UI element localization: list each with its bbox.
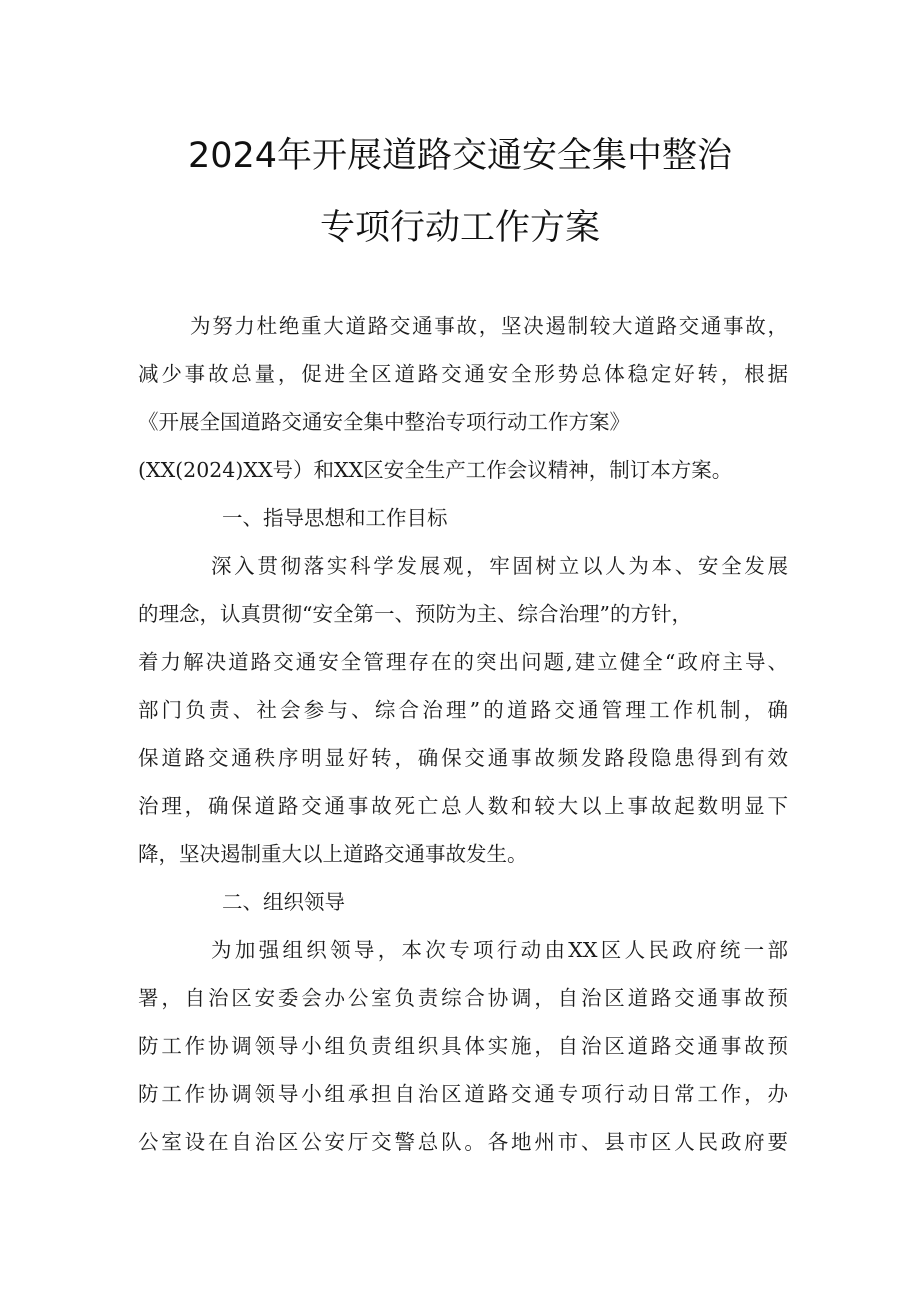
paragraph-3-line-4: 防工作协调领导小组承担自治区道路交通专项行动日常工作，办 — [138, 1082, 788, 1106]
paragraph-1-line-3: 《开展全国道路交通安全集中整治专项行动工作方案》 — [138, 410, 630, 434]
paragraph-3-line-2: 署，自治区安委会办公室负责综合协调，自治区道路交通事故预 — [138, 986, 788, 1010]
paragraph-3-line-5: 公室设在自治区公安厅交警总队。各地州市、县市区人民政府要 — [138, 1130, 788, 1154]
document-title-line-2: 专项行动工作方案 — [319, 208, 600, 248]
paragraph-1-line-1: 为努力杜绝重大道路交通事故，坚决遏制较大道路交通事故， — [190, 314, 788, 338]
document-title-line-1: 2024年开展道路交通安全集中整治 — [187, 136, 733, 176]
paragraph-3-line-3: 防工作协调领导小组负责组织具体实施，自治区道路交通事故预 — [138, 1034, 788, 1058]
paragraph-2-line-5: 保道路交通秩序明显好转，确保交通事故频发路段隐患得到有效 — [138, 746, 788, 770]
paragraph-3-line-1: 为加强组织领导，本次专项行动由XX区人民政府统一部 — [211, 938, 788, 962]
paragraph-2-line-6: 治理，确保道路交通事故死亡总人数和较大以上事故起数明显下 — [138, 794, 788, 818]
paragraph-2-line-1: 深入贯彻落实科学发展观，牢固树立以人为本、安全发展 — [211, 554, 788, 578]
section-heading-2: 二、组织领导 — [222, 890, 345, 914]
paragraph-1-line-2: 减少事故总量，促进全区道路交通安全形势总体稳定好转，根据 — [138, 362, 788, 386]
paragraph-2-line-2: 的理念，认真贯彻“安全第一、预防为主、综合治理”的方针， — [138, 602, 692, 626]
paragraph-2-line-7: 降，坚决遏制重大以上道路交通事故发生。 — [138, 842, 528, 866]
paragraph-2-line-3: 着力解决道路交通安全管理存在的突出问题,建立健全“政府主导、 — [138, 650, 788, 674]
section-heading-1: 一、指导思想和工作目标 — [222, 506, 448, 530]
paragraph-1-line-4: (XX(2024)XX号）和XX区安全生产工作会议精神，制订本方案。 — [138, 458, 733, 482]
paragraph-2-line-4: 部门负责、社会参与、综合治理”的道路交通管理工作机制，确 — [138, 698, 788, 722]
